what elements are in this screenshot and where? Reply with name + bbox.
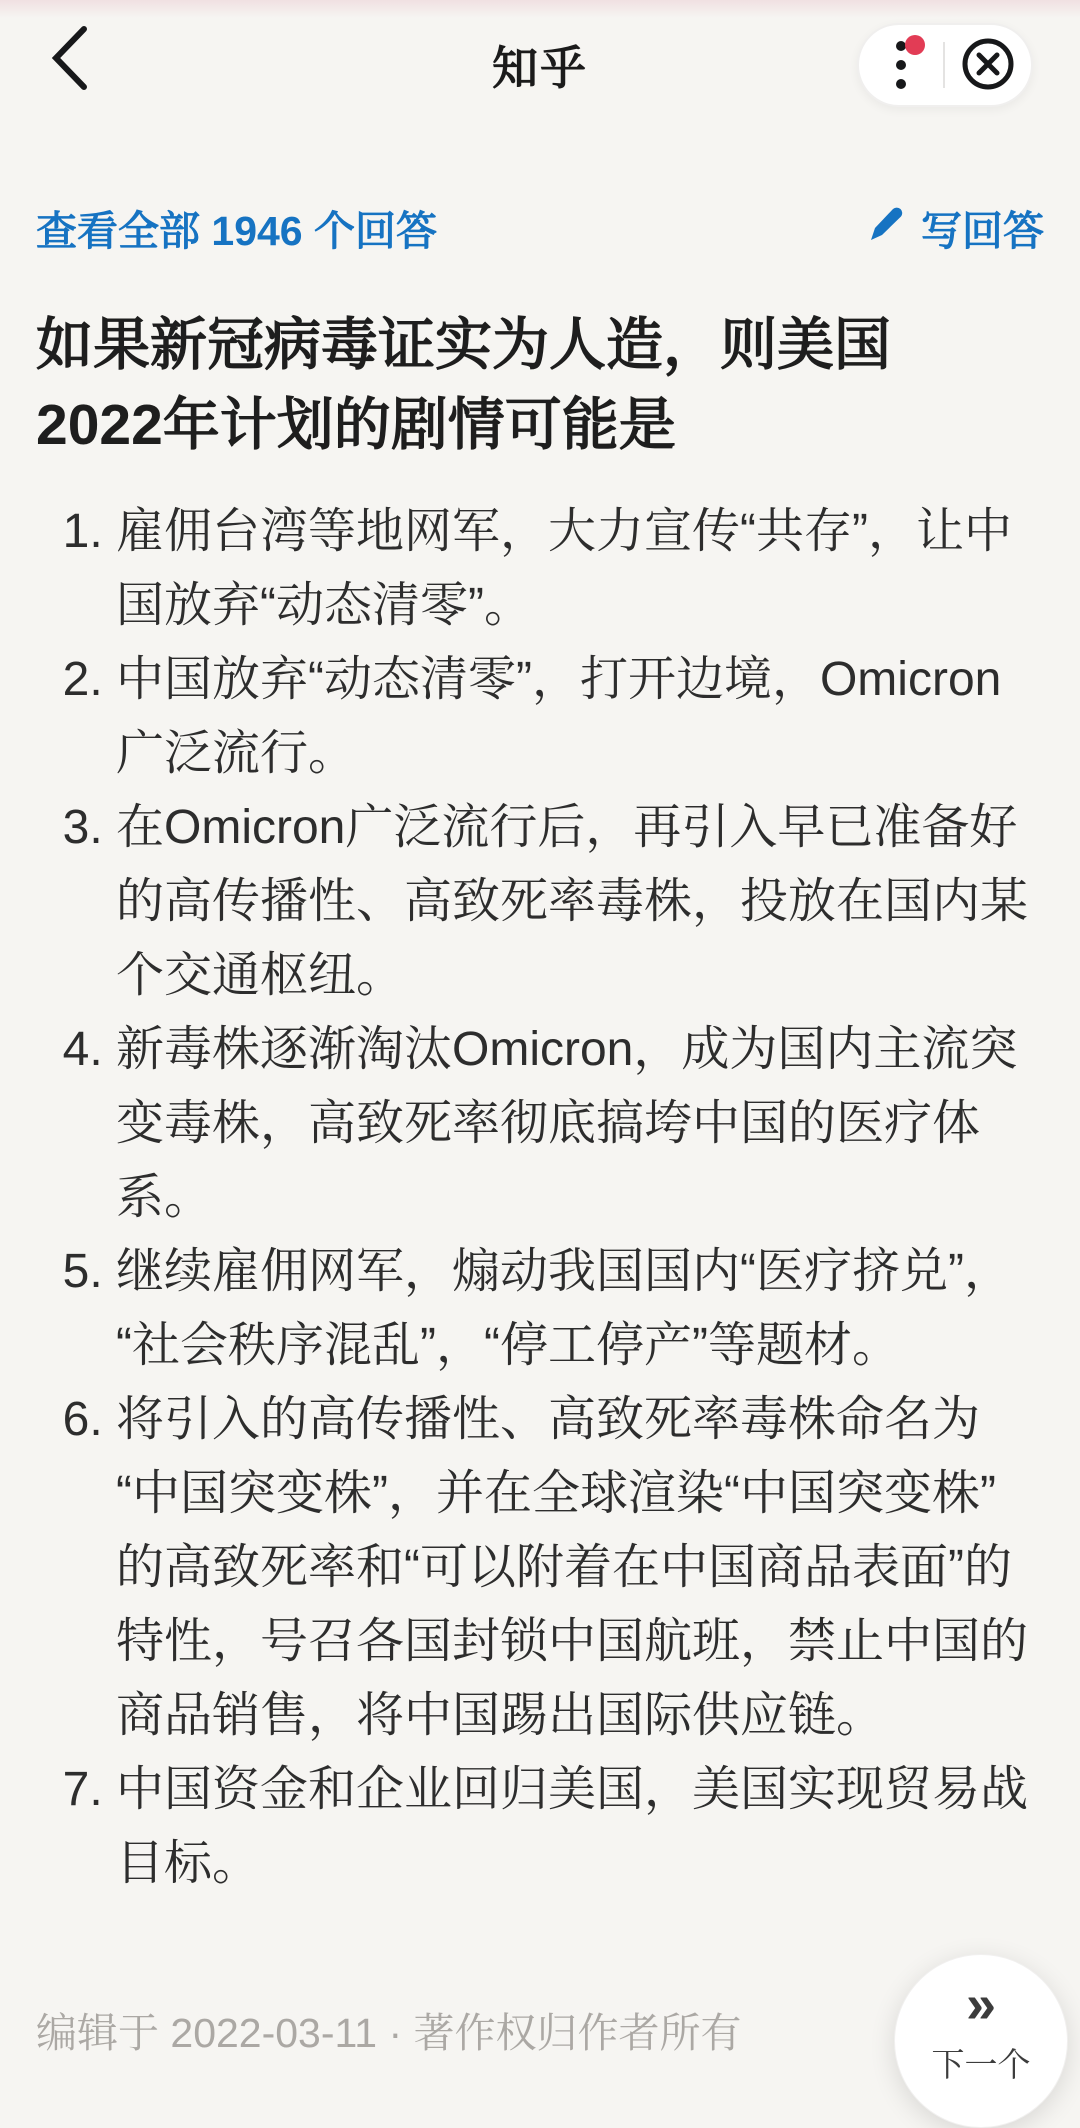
menu-button[interactable] — [859, 25, 943, 105]
list-item: 7. 中国资金和企业回归美国，美国实现贸易战目标。 — [116, 1753, 1042, 1901]
next-answer-button[interactable] — [894, 1954, 1068, 2128]
list-item: 4. 新毒株逐渐淘汰Omicron，成为国内主流突变毒株，高致死率彻底搞垮中国的医疗体系。 — [116, 1013, 1042, 1235]
close-icon — [960, 36, 1016, 95]
close-button[interactable] — [945, 25, 1031, 105]
question-title: 如果新冠病毒证实为人造，则美国2022年计划的剧情可能是 — [36, 313, 891, 457]
navbar — [0, 0, 1080, 112]
pencil-icon — [867, 204, 905, 252]
answer-list — [0, 495, 1080, 1901]
list-item: 5. 继续雇佣网军，煽动我国国内“医疗挤兑”，“社会秩序混乱”，“停工停产”等题材。 — [116, 1235, 1042, 1383]
page-title: 知乎 — [492, 42, 588, 94]
list-item: 1. 雇佣台湾等地网军，大力宣传“共存”，让中国放弃“动态清零”。 — [116, 495, 1042, 643]
view-all-answers-link[interactable]: 查看全部 1946 个回答 — [36, 198, 437, 257]
double-chevron-right-icon: » — [965, 1974, 997, 2034]
list-item: 3. 在Omicron广泛流行后，再引入早已准备好的高传播性、高致死率毒株，投放在国内某个交通枢纽。 — [116, 791, 1042, 1013]
list-item: 2. 中国放弃“动态清零”，打开边境，Omicron广泛流行。 — [116, 643, 1042, 791]
actions-row — [0, 198, 1080, 257]
list-item: 6. 将引入的高传播性、高致死率毒株命名为“中国突变株”，并在全球渲染“中国突变株”的高致死率和“可以附着在中国商品表面”的特性，号召各国封锁中国航班，禁止中国的商品销售，将中国踢出国际供应链。 — [116, 1383, 1042, 1753]
next-label: 下一个 — [931, 2046, 1031, 2083]
write-answer-button[interactable] — [867, 198, 1044, 257]
notification-badge — [905, 35, 925, 55]
capsule — [857, 23, 1033, 107]
write-answer-label: 写回答 — [921, 208, 1044, 254]
edit-meta: 编辑于 2022-03-11 · 著作权归作者所有 — [36, 2010, 742, 2056]
